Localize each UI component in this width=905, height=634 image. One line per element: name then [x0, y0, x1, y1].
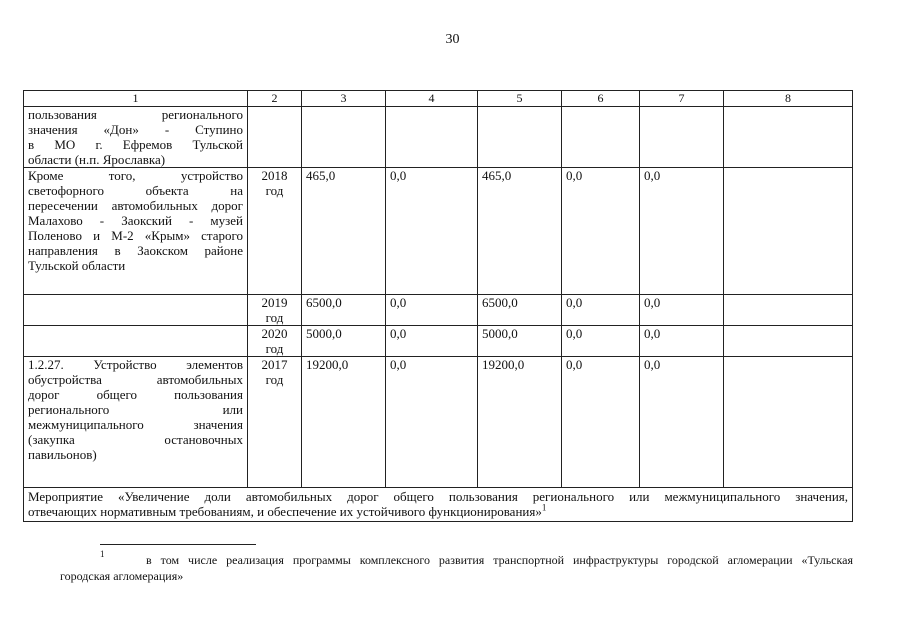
event-heading-line: Мероприятие «Увеличение доли автомобильных дорог общего пользования регионального или межмуниципального значения,	[28, 489, 848, 504]
column-number: 5	[478, 91, 562, 107]
column-number: 1	[24, 91, 248, 107]
description-line: павильонов)	[28, 447, 97, 462]
column-number: 7	[640, 91, 724, 107]
value-cell: 19200,0	[478, 357, 562, 488]
description-line: значения «Дон» - Ступино	[28, 122, 243, 137]
value-cell: 0,0	[640, 326, 724, 357]
footnote-line: в том числе реализация программы комплексного развития транспортной инфраструктуры городской агломерации «Тульская	[146, 553, 853, 567]
value-cell: 0,0	[386, 326, 478, 357]
event-heading-text: отвечающих нормативным требованиям, и обеспечение их устойчивого функционирования»	[28, 504, 542, 519]
value-cell: 0,0	[562, 326, 640, 357]
table-row	[24, 168, 853, 295]
description-line: межмуниципального значения	[28, 417, 243, 432]
budget-table	[23, 90, 853, 522]
value-cell: 465,0	[478, 168, 562, 295]
footnote-line: городская агломерация»	[60, 569, 184, 583]
value-cell: 0,0	[640, 168, 724, 295]
value-cell: 0,0	[386, 295, 478, 326]
column-number: 3	[302, 91, 386, 107]
value-cell: 0,0	[562, 295, 640, 326]
total-value: 465,0	[302, 168, 386, 295]
description-line: Малахово - Заокский - музей	[28, 213, 243, 228]
event-heading-row	[24, 488, 853, 522]
description-line: Кроме того, устройство	[28, 168, 243, 183]
year-cell: 2018 год	[248, 168, 302, 295]
year-cell: 2017 год	[248, 357, 302, 488]
value-cell	[386, 107, 478, 168]
footnote	[60, 549, 853, 584]
total-value: 5000,0	[302, 326, 386, 357]
description-line: регионального или	[28, 402, 243, 417]
description-line: обустройства автомобильных	[28, 372, 243, 387]
column-numbers-row	[24, 91, 853, 107]
description-line: пользования регионального	[28, 107, 243, 122]
value-cell: 0,0	[640, 357, 724, 488]
note-cell	[724, 326, 853, 357]
column-number: 2	[248, 91, 302, 107]
year-cell	[248, 107, 302, 168]
description-line: Тульской области	[28, 258, 126, 273]
footnote-marker: 1	[100, 549, 105, 559]
description-cell	[24, 107, 248, 168]
description-line: Поленово и М-2 «Крым» старого	[28, 228, 243, 243]
description-line: пересечении автомобильных дорог	[28, 198, 243, 213]
description-line: (закупка остановочных	[28, 432, 243, 447]
description-cell	[24, 326, 248, 357]
column-number: 6	[562, 91, 640, 107]
value-cell: 5000,0	[478, 326, 562, 357]
value-cell	[478, 107, 562, 168]
description-line: направления в Заокском районе	[28, 243, 243, 258]
description-cell	[24, 295, 248, 326]
table-row	[24, 295, 853, 326]
note-cell	[724, 295, 853, 326]
footnote-reference: 1	[541, 502, 547, 513]
description-cell	[24, 357, 248, 488]
description-line: в МО г. Ефремов Тульской	[28, 137, 243, 152]
event-heading-cell	[24, 488, 853, 522]
year-cell: 2020 год	[248, 326, 302, 357]
table-row	[24, 326, 853, 357]
table-row	[24, 357, 853, 488]
description-line: области (н.п. Ярославка)	[28, 152, 166, 167]
value-cell	[302, 107, 386, 168]
value-cell: 0,0	[562, 357, 640, 488]
description-line: светофорного объекта на	[28, 183, 243, 198]
column-number: 4	[386, 91, 478, 107]
note-cell	[724, 107, 853, 168]
value-cell: 0,0	[386, 357, 478, 488]
total-value: 19200,0	[302, 357, 386, 488]
page-number: 30	[445, 32, 460, 47]
total-value: 6500,0	[302, 295, 386, 326]
value-cell: 0,0	[562, 168, 640, 295]
value-cell: 0,0	[386, 168, 478, 295]
event-heading-line	[28, 504, 848, 519]
table-row	[24, 107, 853, 168]
note-cell	[724, 357, 853, 488]
description-line: дорог общего пользования	[28, 387, 243, 402]
value-cell	[640, 107, 724, 168]
value-cell: 6500,0	[478, 295, 562, 326]
column-number: 8	[724, 91, 853, 107]
note-cell	[724, 168, 853, 295]
description-line: 1.2.27. Устройство элементов	[28, 357, 243, 372]
value-cell	[562, 107, 640, 168]
footnote-separator	[100, 544, 256, 545]
description-cell	[24, 168, 248, 295]
value-cell: 0,0	[640, 295, 724, 326]
year-cell: 2019 год	[248, 295, 302, 326]
